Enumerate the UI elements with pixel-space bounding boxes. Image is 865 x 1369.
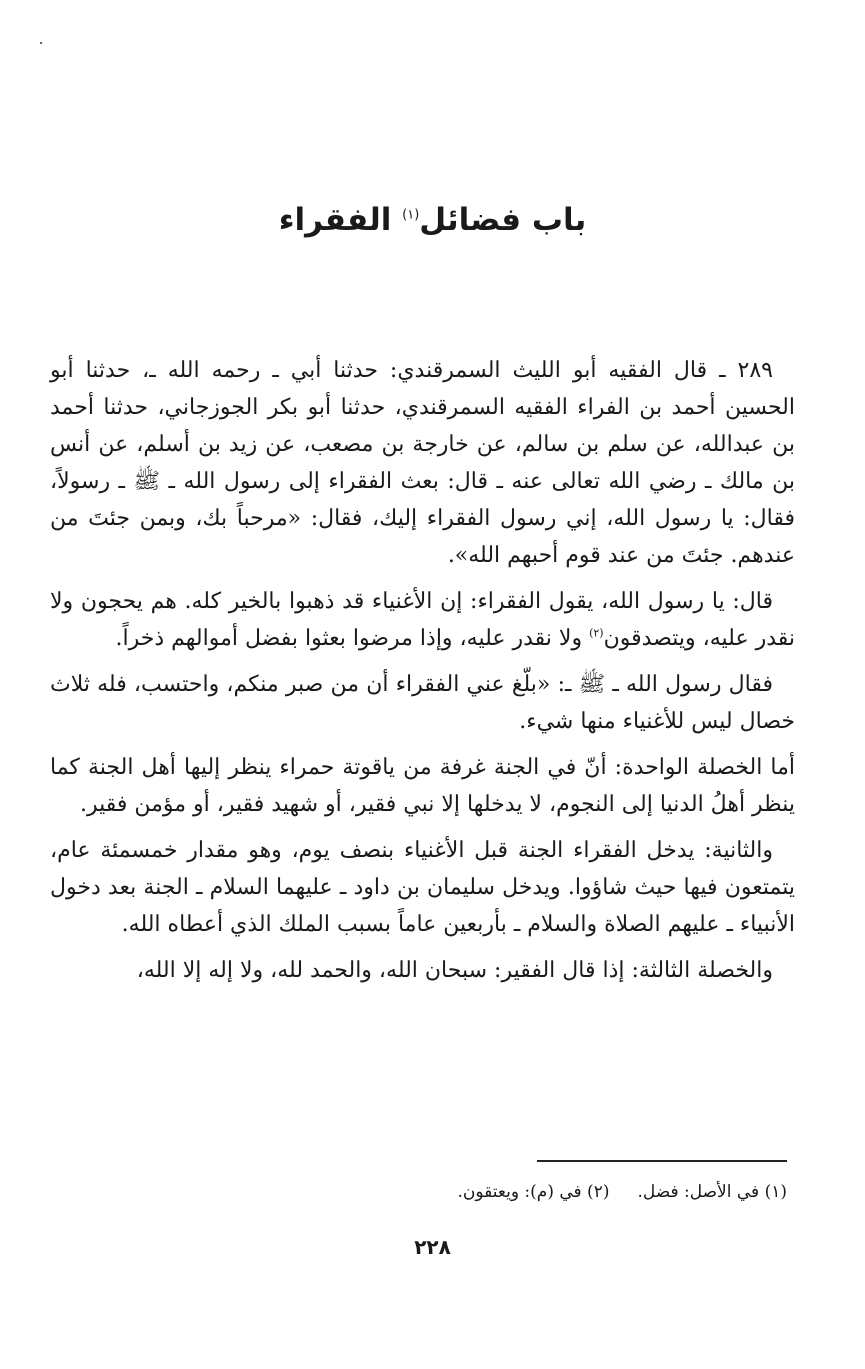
paragraph-hadith-289: ٢٨٩ ـ قال الفقيه أبو الليث السمرقندي: حدثنا أبي ـ رحمه الله ـ، حدثنا أبو الحسين أحمد بن الفراء الفقيه السمرقندي، حدثنا أبو بكر الجوزجاني، حدثنا أحمد بن عبدالله، عن سلم بن سالم، عن خارجة بن مصعب، عن زيد بن أسلم، عن أنس بن مالك ـ رضي الله تعالى عنه ـ قال: بعث الفقراء إلى رسول الله ـ ﷺ ـ رسولاً، فقال: يا رسول الله، إني رسول الفقراء إليك، فقال: «مرحباً بك، وبمن جئتَ من عندهم. جئتَ من عند قوم أحبهم الله». — [50, 358, 795, 568]
footnotes — [457, 1178, 787, 1206]
paragraph-2-text: قال: يا رسول الله، يقول الفقراء: إن الأغنياء قد ذهبوا بالخير كله. هم يحجون ولا نقدر عليه، ويتصدقون — [50, 589, 795, 651]
paragraph-3: فقال رسول الله ـ ﷺ ـ: «بلّغ عني الفقراء أن من صبر منكم، واحتسب، فله ثلاث خصال ليس للأغنياء منها شيء. — [50, 672, 795, 734]
main-text — [50, 352, 795, 998]
paragraph-2-tail: ولا نقدر عليه، وإذا مرضوا بعثوا بفضل أموالهم ذخراً. — [115, 626, 590, 651]
footnote-ref-2[interactable]: (٢) — [589, 626, 604, 640]
page-number: ٢٢٨ — [414, 1235, 451, 1259]
paragraph-6: والخصلة الثالثة: إذا قال الفقير: سبحان الله، والحمد لله، ولا إله إلا الله، — [136, 958, 773, 983]
scan-speck — [40, 42, 42, 44]
footnote-2: (٢) في (م): ويعتقون. — [457, 1182, 610, 1202]
footnote-ref-1[interactable]: (١) — [402, 207, 420, 223]
chapter-title-text-end: الفقراء — [278, 202, 403, 238]
footnote-divider — [537, 1160, 787, 1162]
chapter-title-text: باب فضائل — [419, 202, 587, 238]
chapter-title — [0, 198, 865, 242]
paragraph-2 — [50, 583, 795, 657]
paragraph-4: أما الخصلة الواحدة: أنّ في الجنة غرفة من ياقوتة حمراء ينظر إليها أهل الجنة كما ينظر أهلُ الدنيا إلى النجوم، لا يدخلها إلا نبي فقير، أو شهيد فقير، أو مؤمن فقير. — [50, 755, 795, 817]
paragraph-5: والثانية: يدخل الفقراء الجنة قبل الأغنياء بنصف يوم، وهو مقدار خمسمئة عام، يتمتعون فيها حيث شاؤوا. ويدخل سليمان بن داود ـ عليهما السلام ـ الجنة بعد دخول الأنبياء ـ عليهم الصلاة والسلام ـ بأربعين عاماً بسبب الملك الذي أعطاه الله. — [50, 838, 795, 937]
footnote-1: (١) في الأصل: فضل. — [637, 1182, 787, 1202]
